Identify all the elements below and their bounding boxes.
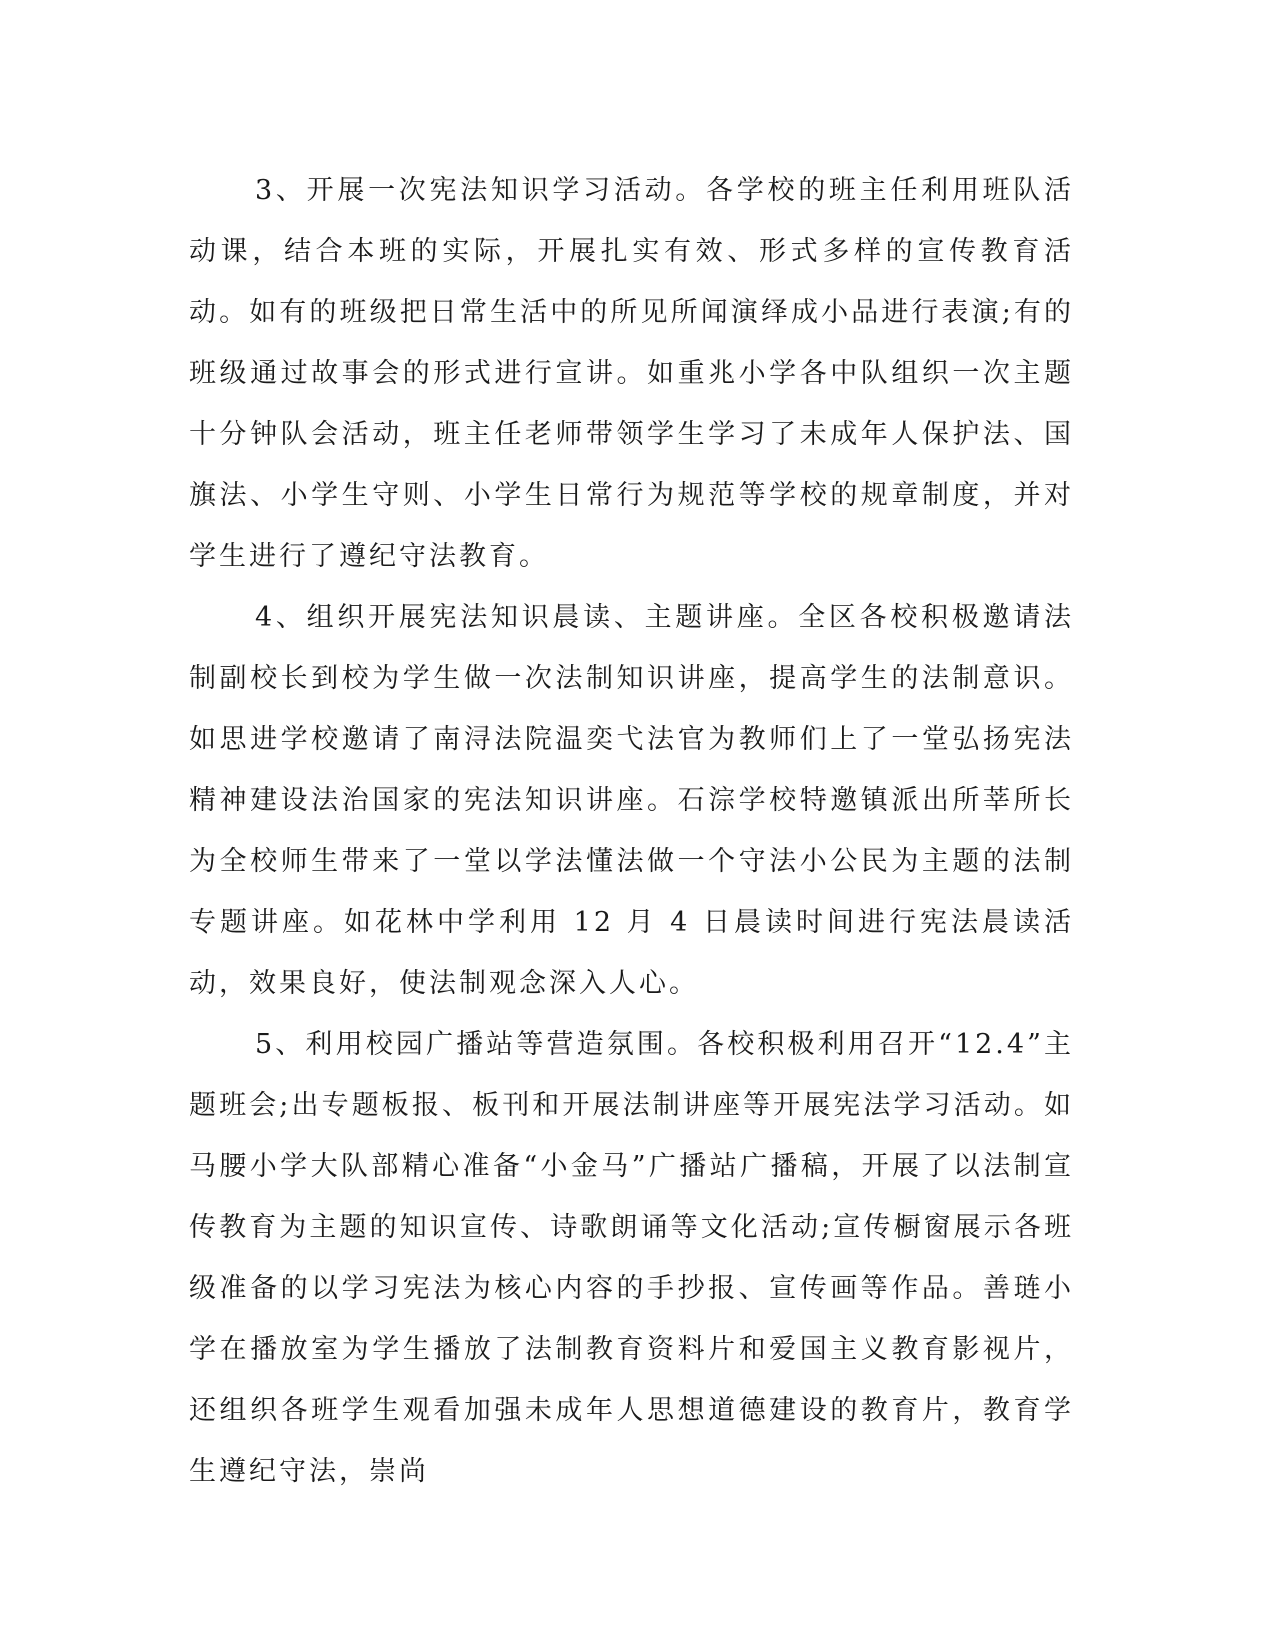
paragraph-4: 4、组织开展宪法知识晨读、主题讲座。全区各校积极邀请法制副校长到校为学生做一次法制知识讲座，提高学生的法制意识。如思进学校邀请了南浔法院温奕弋法官为教师们上了一堂弘扬宪法精神建设法治国家的宪法知识讲座。石淙学校特邀镇派出所莘所长为全校师生带来了一堂以学法懂法做一个守法小公民为主题的法制专题讲座。如花林中学利用 12 月 4 日晨读时间进行宪法晨读活动，效果良好，使法制观念深入人心。 (189, 602, 1074, 999)
paragraph-3: 3、开展一次宪法知识学习活动。各学校的班主任利用班队活动课，结合本班的实际，开展扎实有效、形式多样的宣传教育活动。如有的班级把日常生活中的所见所闻演绎成小品进行表演;有的班级通过故事会的形式进行宣讲。如重兆小学各中队组织一次主题十分钟队会活动，班主任老师带领学生学习了未成年人保护法、国旗法、小学生守则、小学生日常行为规范等学校的规章制度，并对学生进行了遵纪守法教育。 (189, 175, 1074, 572)
document-body (189, 160, 1074, 1502)
paragraph-5: 5、利用校园广播站等营造氛围。各校积极利用召开“12.4”主题班会;出专题板报、板刊和开展法制讲座等开展宪法学习活动。如马腰小学大队部精心准备“小金马”广播站广播稿，开展了以法制宣传教育为主题的知识宣传、诗歌朗诵等文化活动;宣传橱窗展示各班级准备的以学习宪法为核心内容的手抄报、宣传画等作品。善琏小学在播放室为学生播放了法制教育资料片和爱国主义教育影视片，还组织各班学生观看加强未成年人思想道德建设的教育片，教育学生遵纪守法，崇尚 (189, 1029, 1074, 1487)
